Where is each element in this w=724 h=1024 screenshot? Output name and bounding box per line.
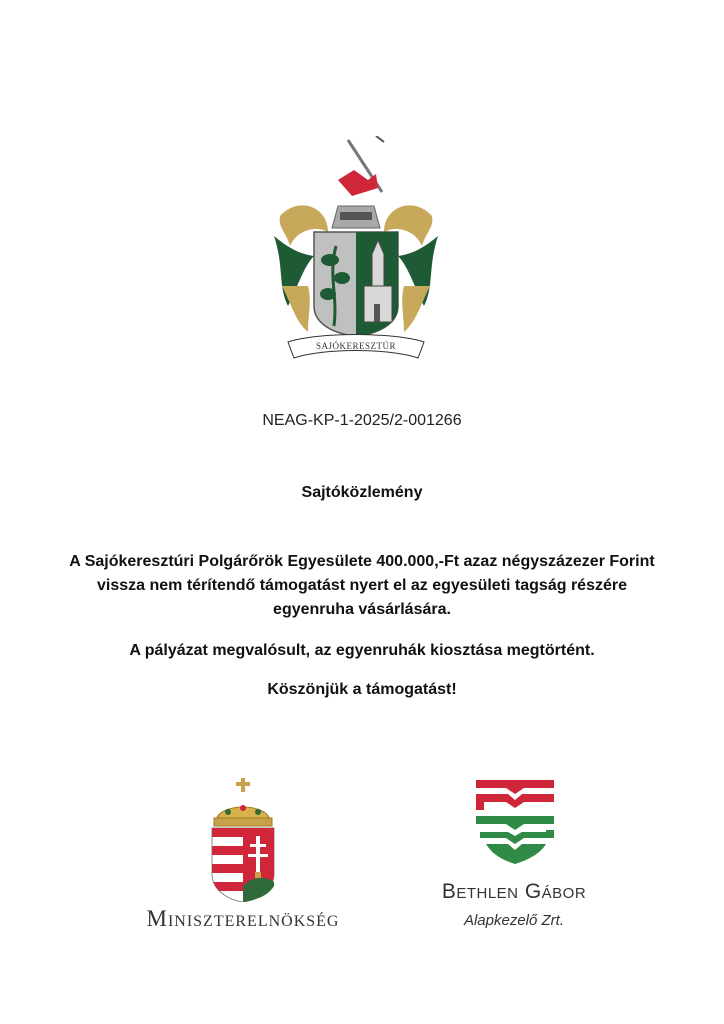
crest-banner-text: SAJÓKERESZTÚR (315, 341, 396, 351)
fund-subtitle: Alapkezelő Zrt. (463, 912, 565, 929)
hungarian-coat-of-arms-icon (208, 778, 278, 902)
reference-number: NEAG-KP-1-2025/2-001266 (262, 412, 462, 429)
page-title: Sajtóközlemény (301, 484, 423, 501)
announcement-paragraph: A Sajókeresztúri Polgárőrök Egyesülete 400.000,-Ft azaz négyszázezer Forint vissza nem térítendő támogatást nyert el az egyesületi tagság részére egyenruha vásárlására. (69, 553, 655, 618)
ministry-name: Miniszterelnökség (146, 906, 340, 931)
sajokeresztur-crest (268, 136, 444, 368)
completion-paragraph: A pályázat megvalósult, az egyenruhák kiosztása megtörtént. (129, 642, 595, 659)
crest-icon (268, 136, 444, 368)
bethlen-gabor-shield-icon (474, 776, 556, 866)
thanks-paragraph: Köszönjük a támogatást! (267, 681, 457, 698)
fund-name: Bethlen Gábor (441, 880, 587, 903)
